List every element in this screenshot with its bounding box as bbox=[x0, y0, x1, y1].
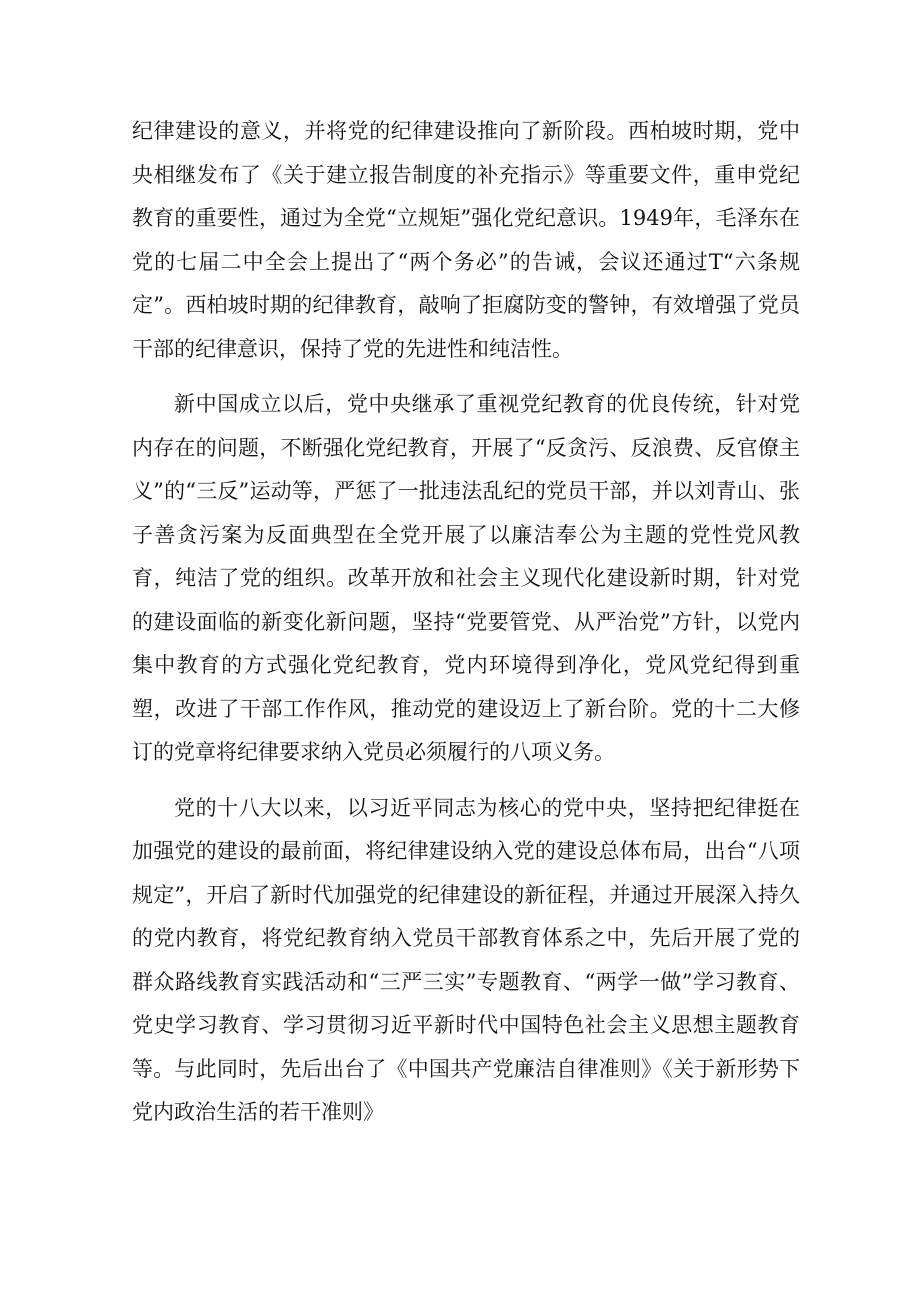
paragraph-2: 新中国成立以后，党中央继承了重视党纪教育的优良传统，针对党内存在的问题，不断强化党纪教育，开展了“反贪污、反浪费、反官僚主义”的“三反”运动等，严惩了一批违法乱纪的党员干部，并以刘青山、张子善贪污案为反面典型在全党开展了以廉洁奉公为主题的党性党风教育，纯洁了党的组织。改革开放和社会主义现代化建设新时期，针对党的建设面临的新变化新问题，坚持“党要管党、从严治党”方针，以党内集中教育的方式强化党纪教育，党内环境得到净化，党风党纪得到重塑，改进了干部工作作风，推动党的建设迈上了新台阶。党的十二大修订的党章将纪律要求纳入党员必须履行的八项义务。 bbox=[132, 392, 800, 764]
paragraph-1: 纪律建设的意义，并将党的纪律建设推向了新阶段。西柏坡时期，党中央相继发布了《关于建立报告制度的补充指示》等重要文件，重申党纪教育的重要性，通过为全党“立规矩”强化党纪意识。1949年，毛泽东在党的七届二中全会上提出了“两个务必”的告诫，会议还通过T“六条规定”。西柏坡时期的纪律教育，敲响了拒腐防变的警钟，有效增强了党员干部的纪律意识，保持了党的先进性和纯洁性。 bbox=[132, 119, 800, 361]
document-body bbox=[132, 110, 800, 1135]
paragraph-3: 党的十八大以来，以习近平同志为核心的党中央，坚持把纪律挺在加强党的建设的最前面，将纪律建设纳入党的建设总体布局，出台“八项规定”，开启了新时代加强党的纪律建设的新征程，并通过开展深入持久的党内教育，将党纪教育纳入党员干部教育体系之中，先后开展了党的群众路线教育实践活动和“三严三实”专题教育、“两学一做”学习教育、党史学习教育、学习贯彻习近平新时代中国特色社会主义思想主题教育等。与此同时，先后出台了《中国共产党廉洁自律准则》《关于新形势下党内政治生活的若干准则》 bbox=[132, 795, 800, 1124]
